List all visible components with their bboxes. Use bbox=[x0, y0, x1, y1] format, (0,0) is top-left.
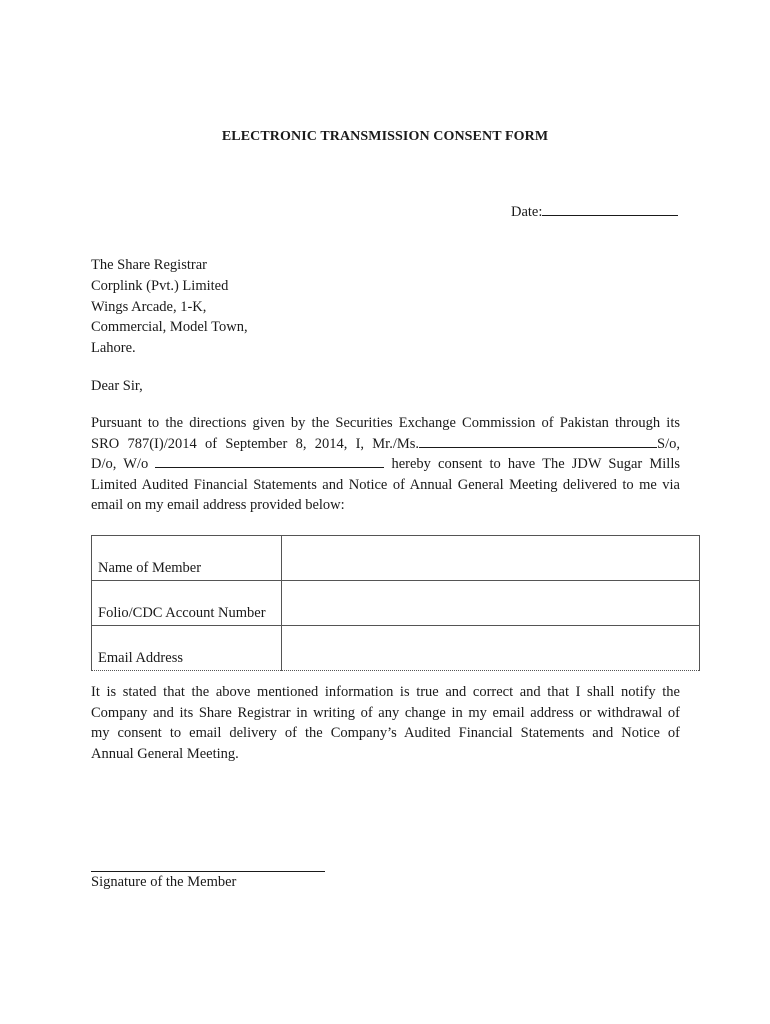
paragraph-line: Annual General Meeting. bbox=[91, 745, 239, 762]
so-text: S/o, bbox=[657, 435, 680, 452]
form-title: ELECTRONIC TRANSMISSION CONSENT FORM bbox=[221, 129, 549, 144]
consent-paragraph bbox=[91, 413, 680, 516]
table-row bbox=[92, 536, 700, 581]
signature-line[interactable] bbox=[91, 871, 325, 872]
email-address-value[interactable] bbox=[282, 626, 700, 671]
folio-account-value[interactable] bbox=[282, 581, 700, 626]
paragraph-line: Company and its Share Registrar in writing of any change in my email address or withdrawal of bbox=[91, 704, 680, 721]
signature-label: Signature of the Member bbox=[91, 874, 237, 890]
address-line: The Share Registrar bbox=[91, 257, 207, 273]
paragraph-line bbox=[91, 434, 680, 455]
do-wo-text: D/o, W/o bbox=[91, 456, 149, 473]
address-line: Corplink (Pvt.) Limited bbox=[91, 277, 229, 294]
date-blank-line[interactable] bbox=[542, 201, 678, 216]
address-line: Lahore. bbox=[91, 340, 136, 357]
declaration-paragraph bbox=[91, 682, 680, 764]
salutation: Dear Sir, bbox=[91, 378, 143, 394]
member-name-value[interactable] bbox=[282, 536, 700, 581]
table-row bbox=[92, 581, 700, 626]
paragraph-line: It is stated that the above mentioned information is true and correct and that I shall notify the bbox=[91, 684, 680, 700]
paragraph-line: email on my email address provided below: bbox=[91, 497, 345, 514]
registrar-address bbox=[91, 255, 248, 359]
consent-text: hereby consent to have The JDW Sugar Mills bbox=[391, 456, 680, 473]
folio-account-label: Folio/CDC Account Number bbox=[92, 581, 282, 626]
paragraph-line: Pursuant to the directions given by the Securities Exchange Commission of Pakistan through its bbox=[91, 415, 680, 431]
date-label: Date: bbox=[511, 204, 543, 220]
paragraph-line bbox=[91, 454, 680, 475]
address-line: Commercial, Model Town, bbox=[91, 319, 248, 336]
sro-text: SRO 787(I)/2014 of September 8, 2014, I, Mr./Ms. bbox=[91, 435, 420, 452]
paragraph-line: my consent to email delivery of the Company’s Audited Financial Statements and Notice of bbox=[91, 725, 680, 742]
paragraph-line: Limited Audited Financial Statements and Notice of Annual General Meeting delivered to me via bbox=[91, 476, 680, 493]
date-field bbox=[511, 201, 678, 221]
member-name-blank[interactable] bbox=[419, 434, 657, 448]
member-details-table bbox=[91, 535, 700, 671]
member-name-label: Name of Member bbox=[92, 536, 282, 581]
email-address-label: Email Address bbox=[92, 626, 282, 671]
table-row bbox=[92, 626, 700, 671]
address-line: Wings Arcade, 1-K, bbox=[91, 298, 207, 315]
guardian-name-blank[interactable] bbox=[155, 454, 384, 468]
